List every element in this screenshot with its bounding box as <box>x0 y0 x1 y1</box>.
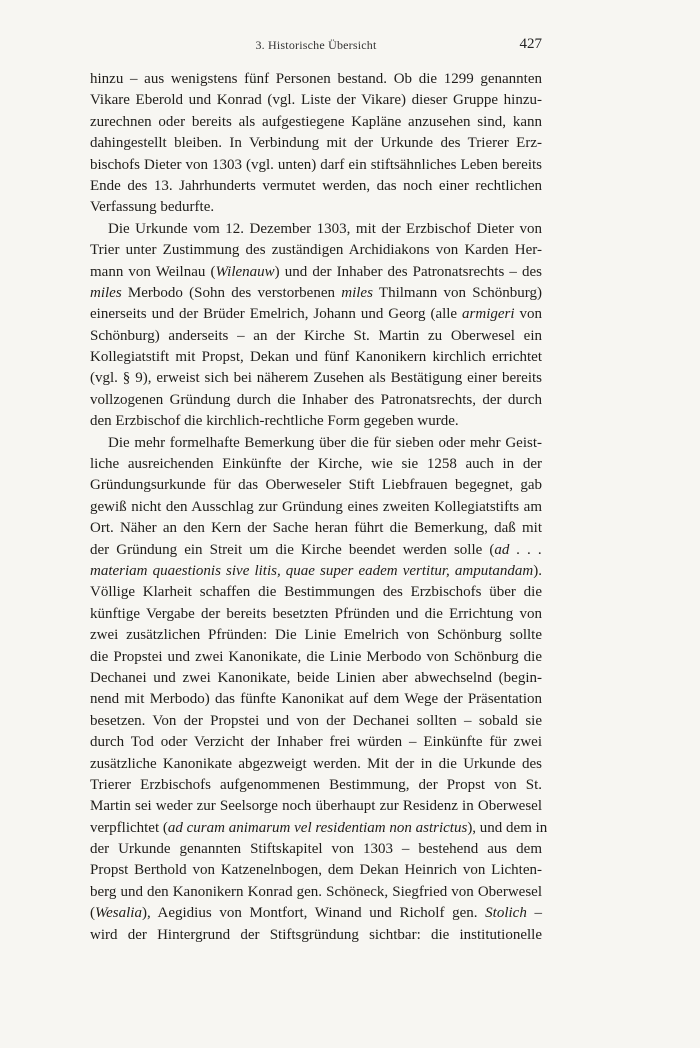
text-line <box>90 90 542 111</box>
text-segment: die Propstei und zwei Kanonikate, die Linie Merbodo von Schönburg die <box>90 648 542 665</box>
text-line <box>90 903 542 924</box>
text-segment: hinzu – aus wenigstens fünf Personen bestand. Ob die 1299 genannten <box>90 71 542 87</box>
text-line <box>90 112 542 133</box>
text-segment: Schönburg) anderseits – an der Kirche St. Martin zu Oberwesel ein <box>90 327 542 344</box>
italic-text: miles <box>341 284 373 301</box>
text-line <box>90 625 542 646</box>
text-segment: Trier unter Zustimmung des zuständigen Archidiakons von Karden Her- <box>90 242 542 259</box>
text-line <box>90 604 542 625</box>
text-segment: Merbodo (Sohn des verstorbenen <box>121 284 342 301</box>
text-line <box>90 860 542 881</box>
text-segment: besetzen. Von der Propstei und von der Dechanei sollten – sobald sie <box>90 712 542 729</box>
text-segment: ). <box>533 562 542 579</box>
text-segment: verpflichtet ( <box>90 819 168 836</box>
text-line <box>90 219 542 240</box>
text-segment: der Gründung ein Streit um die Kirche beendet werden solle ( <box>90 541 495 558</box>
text-line <box>90 262 542 283</box>
body-text <box>90 69 548 946</box>
text-line <box>90 561 542 582</box>
text-segment: Gründungsurkunde für das Oberweseler Stift Liebfrauen begegnet, gab <box>90 477 542 494</box>
italic-text: Wesalia <box>95 905 142 922</box>
text-line <box>90 368 542 389</box>
text-segment: liche ausreichenden Einkünfte der Kirche, wie sie 1258 auch in der <box>90 456 542 473</box>
text-segment: zurechnen oder bereits als aufgestiegene Kapläne anzusehen sind, kann <box>90 113 542 130</box>
text-segment: Martin sei weder zur Seelsorge noch überhaupt zur Residenz in Oberwesel <box>90 798 542 815</box>
italic-text: materiam quaestionis sive litis, quae super eadem vertitur, amputandam <box>90 562 534 579</box>
text-line <box>90 818 548 839</box>
text-segment: ), Aegidius von Montfort, Winand und Richolf gen. <box>141 905 486 922</box>
text-segment: Trierer Erzbischofs aufgenommenen Bestimmung, der Propst von St. <box>90 776 542 793</box>
text-segment: Vikare Eberold und Konrad (vgl. Liste der Vikare) dieser Gruppe hinzu- <box>90 92 542 109</box>
text-line <box>90 497 542 518</box>
text-segment: Kollegiatstift mit Propst, Dekan und fünf Kanonikern kirchlich errichtet <box>90 349 542 366</box>
text-line <box>90 689 542 710</box>
italic-text: ad . . . <box>494 541 543 558</box>
text-line <box>90 839 542 860</box>
text-line <box>90 155 542 176</box>
text-line <box>90 390 542 411</box>
text-segment: durch Tod oder Verzicht der Inhaber frei würden – Einkünfte für zwei <box>90 734 542 751</box>
text-segment: berg und den Kanonikern Konrad gen. Schöneck, Siegfried von Oberwesel <box>90 883 542 900</box>
text-segment: zusätzliche Kanonikate abgezweigt werden. Mit der in die Urkunde des <box>90 755 542 772</box>
text-line <box>90 240 542 261</box>
text-segment: den Erzbischof die kirchlich-rechtliche Form gegeben wurde. <box>90 413 459 430</box>
text-line <box>90 582 542 603</box>
text-line <box>90 454 542 475</box>
text-segment: Ort. Näher an den Kern der Sache heran führt die Bemerkung, daß mit <box>90 520 542 537</box>
text-line <box>90 433 542 454</box>
text-line <box>90 754 542 775</box>
text-line <box>90 668 542 689</box>
text-line <box>90 775 542 796</box>
text-segment: Völlige Klarheit schaffen die Bestimmungen des Erzbischofs über die <box>90 584 542 601</box>
text-segment: von <box>514 306 542 323</box>
text-line <box>90 540 542 561</box>
text-line <box>90 133 542 154</box>
text-line <box>90 925 542 946</box>
text-line <box>90 711 542 732</box>
text-line <box>90 69 542 90</box>
text-segment: Verfassung bedurfte. <box>90 199 215 216</box>
text-line <box>90 326 542 347</box>
chapter-title: 3. Historische Übersicht <box>255 38 377 52</box>
text-segment: wird der Hintergrund der Stiftsgründung sichtbar: die institutionelle <box>90 926 542 943</box>
text-segment: zwei zusätzlichen Pfründen: Die Linie Emelrich von Schönburg sollte <box>90 627 542 644</box>
text-line <box>90 796 542 817</box>
text-segment: ) und der Inhaber des Patronatsrechts – des <box>274 263 542 280</box>
text-line <box>90 304 542 325</box>
page-number: 427 <box>519 36 542 52</box>
italic-text: Wilenauw <box>215 263 275 280</box>
text-line <box>90 176 542 197</box>
text-segment: Ende des 13. Jahrhunderts vermutet werden, das noch einer rechtlichen <box>90 177 542 194</box>
text-line <box>90 475 542 496</box>
text-line <box>90 411 542 432</box>
text-segment: Die mehr formelhafte Bemerkung über die für sieben oder mehr Geist- <box>108 434 542 451</box>
text-segment: ( <box>90 905 95 922</box>
text-line <box>90 518 542 539</box>
text-segment: Die Urkunde vom 12. Dezember 1303, mit der Erzbischof Dieter von <box>108 220 542 237</box>
italic-text: armigeri <box>462 306 515 323</box>
text-line <box>90 197 542 218</box>
text-line <box>90 732 542 753</box>
text-segment: dahingestellt bleiben. In Verbindung mit der Urkunde des Trierer Erz- <box>90 135 542 152</box>
italic-text: miles <box>90 284 122 301</box>
italic-text: Stolich <box>485 905 527 922</box>
text-segment: – <box>526 905 542 922</box>
text-segment: (vgl. § 9), erweist sich bei näherem Zusehen als Bestätigung einer bereits <box>90 370 542 387</box>
text-segment: bischofs Dieter von 1303 (vgl. unten) darf ein stiftsähnliches Leben bereits <box>90 156 542 173</box>
text-segment: Dechanei und zwei Kanonikate, beide Linien aber abwechselnd (begin- <box>90 669 542 686</box>
text-segment: mann von Weilnau ( <box>90 263 216 280</box>
text-line <box>90 283 542 304</box>
text-line <box>90 647 542 668</box>
text-segment: Thilmann von Schönburg) <box>372 284 542 301</box>
text-segment: Propst Berthold von Katzenelnbogen, dem Dekan Heinrich von Lichten- <box>90 862 542 879</box>
text-segment: vollzogenen Gründung durch die Inhaber des Patronatsrechts, der durch <box>90 391 542 408</box>
text-segment: der Urkunde genannten Stiftskapitel von 1303 – bestehend aus dem <box>90 841 542 858</box>
text-line <box>90 347 542 368</box>
text-segment: nend mit Merbodo) das fünfte Kanonikat auf dem Wege der Präsentation <box>90 691 542 708</box>
text-segment: ), und dem in <box>467 819 548 836</box>
text-segment: einerseits und der Brüder Emelrich, Johann und Georg (alle <box>90 306 463 323</box>
running-header <box>90 36 542 58</box>
text-segment: gewiß nicht den Ausschlag zur Gründung eines zweiten Kollegiatstifts am <box>90 498 542 515</box>
text-line <box>90 882 542 903</box>
text-segment: künftige Vergabe der bereits besetzten Pfründen und die Errichtung von <box>90 605 542 622</box>
italic-text: ad curam animarum vel residentiam non astrictus <box>167 819 468 836</box>
